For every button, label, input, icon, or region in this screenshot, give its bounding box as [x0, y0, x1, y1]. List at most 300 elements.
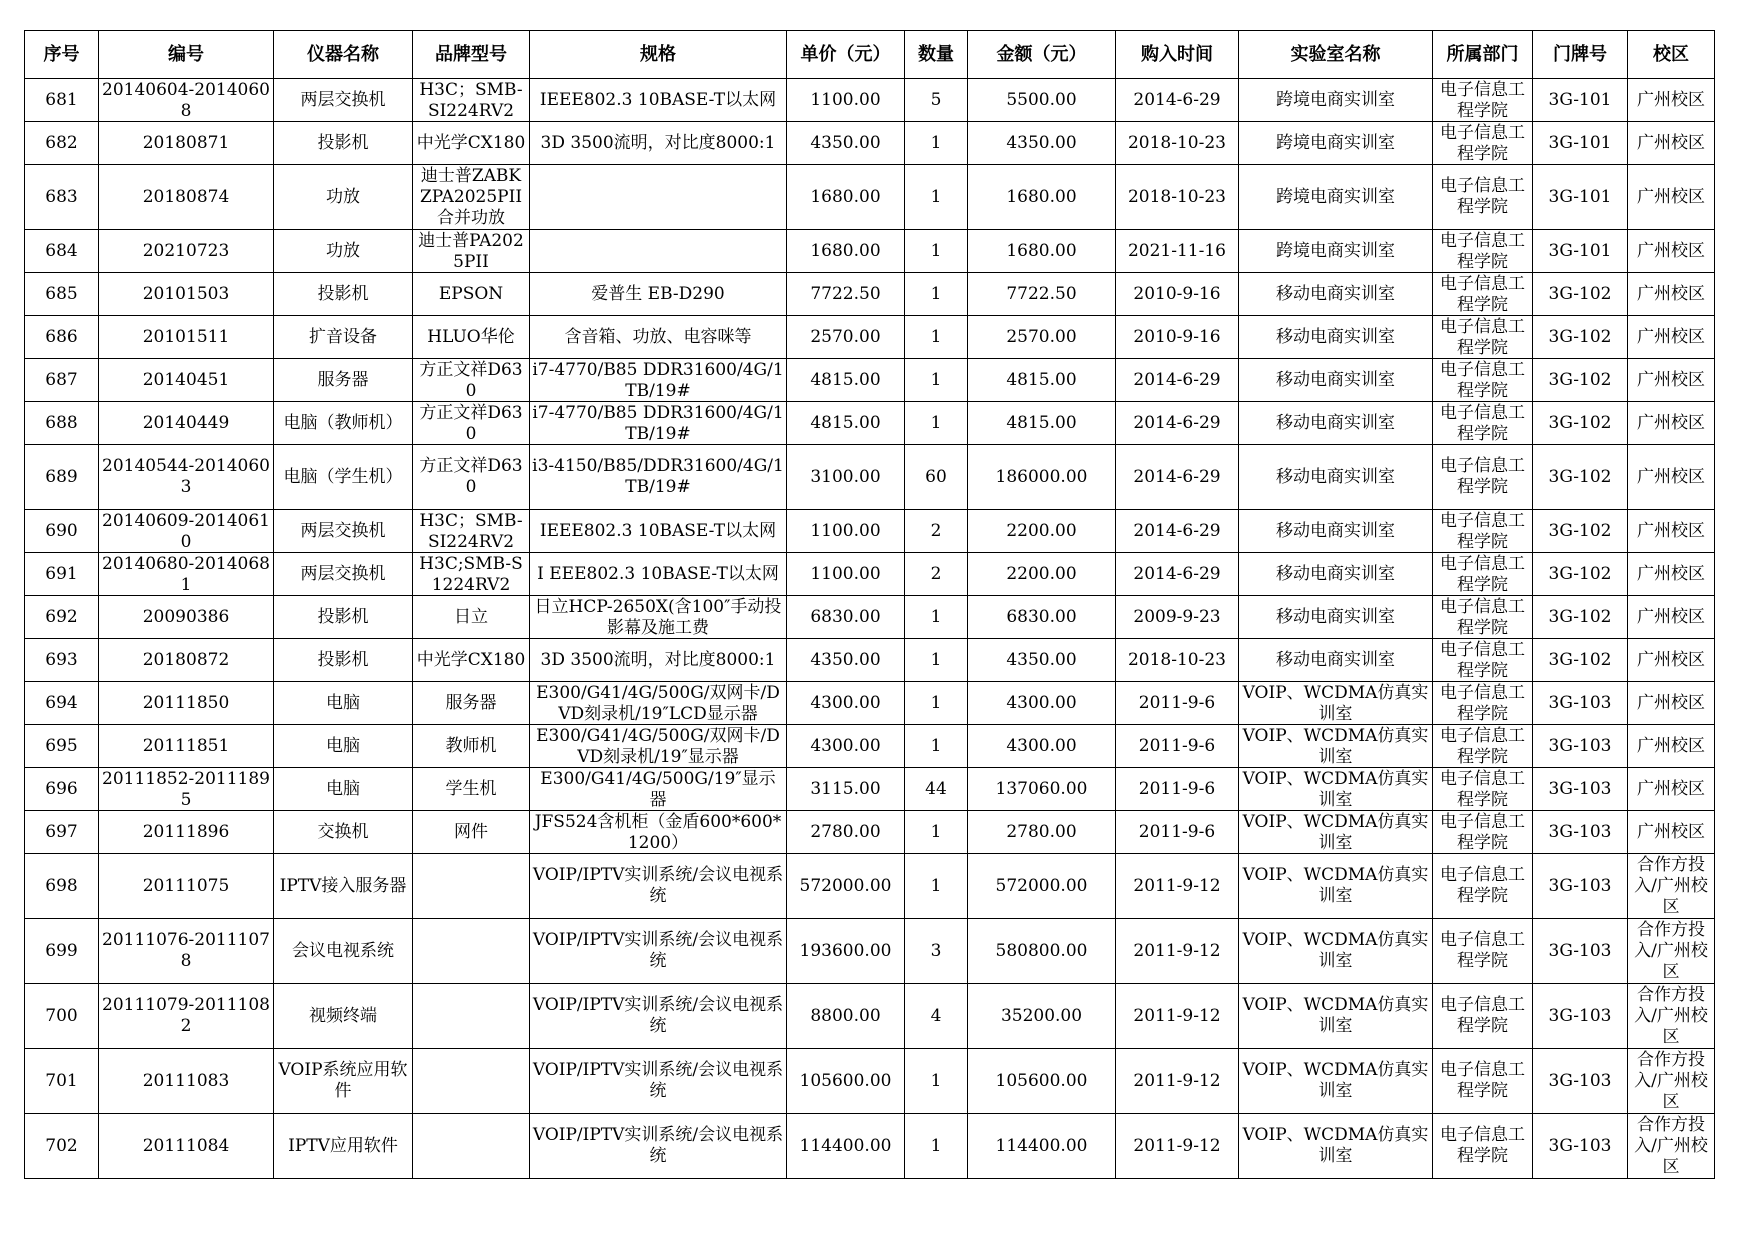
- cell-campus: [1628, 1049, 1715, 1114]
- cell-quantity: [905, 854, 968, 919]
- cell-room-number: [1533, 359, 1628, 402]
- cell-text: VOIP、WCDMA仿真实训室: [1242, 726, 1429, 766]
- cell-room-number: [1533, 768, 1628, 811]
- cell-text: 方正文祥D630: [419, 456, 523, 497]
- table-row: [25, 510, 1715, 553]
- cell-text: 电子信息工程学院: [1440, 597, 1525, 637]
- table-body: [25, 79, 1715, 1179]
- cell-text: VOIP/IPTV实训系统/会议电视系统: [532, 1060, 784, 1101]
- cell-amount: [968, 230, 1116, 273]
- cell-text: 2014-6-29: [1133, 89, 1221, 110]
- cell-text: 2014-6-29: [1133, 520, 1221, 541]
- cell-department: [1433, 316, 1533, 359]
- cell-text: 2018-10-23: [1127, 186, 1226, 207]
- col-header-purchase-date: 购入时间: [1116, 31, 1239, 79]
- cell-text: 交换机: [317, 821, 369, 842]
- cell-text: 广州校区: [1637, 778, 1705, 799]
- cell-specification: [530, 553, 787, 596]
- cell-asset-number: [99, 553, 274, 596]
- cell-instrument-name: [274, 682, 413, 725]
- cell-specification: [530, 510, 787, 553]
- cell-text: 3G-102: [1548, 563, 1612, 584]
- cell-text: VOIP/IPTV实训系统/会议电视系统: [532, 1125, 784, 1166]
- cell-lab-name: [1239, 402, 1433, 445]
- cell-unit-price: [787, 553, 905, 596]
- cell-text: 693: [45, 649, 78, 670]
- cell-purchase-date: [1116, 984, 1239, 1049]
- cell-text: 广州校区: [1637, 283, 1705, 304]
- cell-specification: [530, 639, 787, 682]
- col-header-campus: 校区: [1628, 31, 1715, 79]
- col-header-quantity: 数量: [905, 31, 968, 79]
- cell-text: 1: [930, 649, 942, 670]
- cell-index: [25, 230, 99, 273]
- cell-brand-model: [413, 165, 530, 230]
- cell-campus: [1628, 596, 1715, 639]
- cell-lab-name: [1239, 854, 1433, 919]
- cell-text: 3G-102: [1548, 412, 1612, 433]
- cell-text: 1680.00: [1006, 186, 1077, 207]
- cell-text: 电子信息工程学院: [1440, 812, 1525, 852]
- table-row: [25, 122, 1715, 165]
- cell-text: 193600.00: [799, 940, 892, 961]
- cell-text: 迪士普PA2025PII: [418, 231, 524, 271]
- cell-asset-number: [99, 402, 274, 445]
- cell-text: 投影机: [317, 649, 369, 670]
- cell-unit-price: [787, 682, 905, 725]
- cell-text: 投影机: [317, 283, 369, 304]
- cell-text: 20140680-20140681: [102, 554, 270, 594]
- cell-text: 电脑: [326, 692, 360, 713]
- cell-text: 广州校区: [1637, 369, 1705, 390]
- cell-unit-price: [787, 273, 905, 316]
- cell-text: 电子信息工程学院: [1440, 769, 1525, 809]
- cell-text: 电子信息工程学院: [1440, 930, 1525, 971]
- table-row: [25, 682, 1715, 725]
- cell-text: E300/G41/4G/500G/双网卡/DVD刻录机/19″显示器: [536, 726, 780, 766]
- cell-lab-name: [1239, 639, 1433, 682]
- cell-instrument-name: [274, 402, 413, 445]
- cell-text: 广州校区: [1637, 649, 1705, 670]
- cell-text: 114400.00: [799, 1135, 892, 1156]
- cell-instrument-name: [274, 1049, 413, 1114]
- cell-text: 20180871: [142, 132, 230, 153]
- cell-text: 695: [45, 735, 78, 756]
- cell-brand-model: [413, 984, 530, 1049]
- cell-text: H3C；SMB-SI224RV2: [419, 511, 523, 551]
- cell-asset-number: [99, 682, 274, 725]
- cell-index: [25, 984, 99, 1049]
- cell-text: 186000.00: [995, 466, 1088, 487]
- cell-text: 广州校区: [1637, 132, 1705, 153]
- cell-text: 1680.00: [810, 240, 881, 261]
- cell-text: 3G-103: [1548, 735, 1612, 756]
- cell-amount: [968, 811, 1116, 854]
- cell-text: 3115.00: [810, 778, 881, 799]
- cell-amount: [968, 682, 1116, 725]
- cell-text: 跨境电商实训室: [1276, 132, 1395, 153]
- cell-unit-price: [787, 445, 905, 510]
- cell-text: 中光学CX180: [416, 132, 526, 153]
- cell-text: 3G-103: [1548, 1135, 1612, 1156]
- cell-text: 580800.00: [995, 940, 1088, 961]
- table-row: [25, 811, 1715, 854]
- cell-text: 6830.00: [1006, 606, 1077, 627]
- cell-asset-number: [99, 359, 274, 402]
- cell-department: [1433, 553, 1533, 596]
- cell-specification: [530, 854, 787, 919]
- cell-text: 广州校区: [1637, 606, 1705, 627]
- cell-text: 1: [930, 283, 942, 304]
- cell-room-number: [1533, 854, 1628, 919]
- cell-brand-model: [413, 811, 530, 854]
- cell-campus: [1628, 854, 1715, 919]
- cell-text: 2200.00: [1006, 520, 1077, 541]
- cell-index: [25, 811, 99, 854]
- cell-text: VOIP、WCDMA仿真实训室: [1242, 1060, 1429, 1101]
- cell-text: 3G-102: [1548, 520, 1612, 541]
- cell-instrument-name: [274, 919, 413, 984]
- cell-purchase-date: [1116, 725, 1239, 768]
- cell-brand-model: [413, 854, 530, 919]
- cell-quantity: [905, 919, 968, 984]
- cell-text: 4815.00: [810, 412, 881, 433]
- col-header-instrument-name: 仪器名称: [274, 31, 413, 79]
- cell-text: 20140544-20140603: [102, 456, 270, 497]
- cell-department: [1433, 854, 1533, 919]
- cell-department: [1433, 122, 1533, 165]
- cell-text: IEEE802.3 10BASE-T以太网: [539, 520, 777, 541]
- col-header-asset-number: 编号: [99, 31, 274, 79]
- cell-campus: [1628, 725, 1715, 768]
- cell-room-number: [1533, 316, 1628, 359]
- cell-campus: [1628, 639, 1715, 682]
- cell-text: 60: [925, 466, 947, 487]
- cell-text: 中光学CX180: [416, 649, 526, 670]
- cell-specification: [530, 402, 787, 445]
- cell-room-number: [1533, 230, 1628, 273]
- cell-text: 3G-102: [1548, 326, 1612, 347]
- cell-text: 20140449: [142, 412, 230, 433]
- cell-amount: [968, 510, 1116, 553]
- cell-brand-model: [413, 682, 530, 725]
- cell-text: 4350.00: [810, 649, 881, 670]
- cell-text: HLUO华伦: [427, 326, 515, 347]
- cell-unit-price: [787, 230, 905, 273]
- cell-specification: [530, 1049, 787, 1114]
- cell-quantity: [905, 79, 968, 122]
- cell-quantity: [905, 811, 968, 854]
- cell-campus: [1628, 919, 1715, 984]
- cell-text: 电子信息工程学院: [1440, 640, 1525, 680]
- cell-room-number: [1533, 682, 1628, 725]
- cell-text: 7722.50: [810, 283, 881, 304]
- cell-unit-price: [787, 122, 905, 165]
- cell-text: 2009-9-23: [1133, 606, 1221, 627]
- cell-index: [25, 854, 99, 919]
- cell-index: [25, 919, 99, 984]
- cell-amount: [968, 79, 1116, 122]
- cell-text: 687: [45, 369, 78, 390]
- cell-lab-name: [1239, 768, 1433, 811]
- cell-amount: [968, 919, 1116, 984]
- cell-unit-price: [787, 402, 905, 445]
- cell-quantity: [905, 165, 968, 230]
- cell-brand-model: [413, 768, 530, 811]
- col-header-department: 所属部门: [1433, 31, 1533, 79]
- cell-unit-price: [787, 984, 905, 1049]
- cell-text: 广州校区: [1637, 563, 1705, 584]
- cell-text: 4300.00: [1006, 692, 1077, 713]
- table-row: [25, 919, 1715, 984]
- cell-unit-price: [787, 359, 905, 402]
- cell-text: 跨境电商实训室: [1276, 186, 1395, 207]
- cell-text: 2780.00: [1006, 821, 1077, 842]
- cell-asset-number: [99, 984, 274, 1049]
- cell-text: VOIP系统应用软件: [278, 1060, 408, 1101]
- cell-text: 699: [45, 940, 78, 961]
- cell-purchase-date: [1116, 854, 1239, 919]
- cell-lab-name: [1239, 553, 1433, 596]
- cell-department: [1433, 165, 1533, 230]
- cell-text: 2011-9-12: [1133, 1135, 1221, 1156]
- cell-text: 电脑: [326, 735, 360, 756]
- cell-index: [25, 79, 99, 122]
- cell-specification: [530, 316, 787, 359]
- cell-quantity: [905, 984, 968, 1049]
- cell-department: [1433, 919, 1533, 984]
- cell-index: [25, 445, 99, 510]
- cell-amount: [968, 273, 1116, 316]
- cell-unit-price: [787, 725, 905, 768]
- cell-text: 电子信息工程学院: [1440, 176, 1525, 217]
- cell-text: 2011-9-12: [1133, 875, 1221, 896]
- cell-text: I EEE802.3 10BASE-T以太网: [537, 563, 779, 584]
- cell-index: [25, 768, 99, 811]
- cell-text: 1: [930, 240, 942, 261]
- cell-text: 3G-102: [1548, 283, 1612, 304]
- cell-quantity: [905, 1114, 968, 1179]
- cell-text: 投影机: [317, 606, 369, 627]
- cell-text: 20111851: [142, 735, 230, 756]
- cell-index: [25, 165, 99, 230]
- cell-room-number: [1533, 122, 1628, 165]
- cell-text: 电子信息工程学院: [1440, 726, 1525, 766]
- cell-amount: [968, 359, 1116, 402]
- col-header-index: 序号: [25, 31, 99, 79]
- cell-asset-number: [99, 854, 274, 919]
- cell-brand-model: [413, 510, 530, 553]
- cell-text: 698: [45, 875, 78, 896]
- cell-text: 广州校区: [1637, 692, 1705, 713]
- cell-instrument-name: [274, 79, 413, 122]
- cell-specification: [530, 768, 787, 811]
- cell-text: VOIP、WCDMA仿真实训室: [1242, 683, 1429, 723]
- cell-amount: [968, 122, 1116, 165]
- cell-text: 572000.00: [995, 875, 1088, 896]
- cell-instrument-name: [274, 725, 413, 768]
- cell-text: 电子信息工程学院: [1440, 231, 1525, 271]
- cell-quantity: [905, 768, 968, 811]
- cell-instrument-name: [274, 854, 413, 919]
- cell-department: [1433, 230, 1533, 273]
- cell-text: 2200.00: [1006, 563, 1077, 584]
- cell-department: [1433, 639, 1533, 682]
- cell-amount: [968, 1049, 1116, 1114]
- cell-text: 4350.00: [810, 132, 881, 153]
- cell-text: 日立HCP-2650X(含100″手动投影幕及施工费: [534, 597, 782, 637]
- cell-lab-name: [1239, 1114, 1433, 1179]
- cell-asset-number: [99, 919, 274, 984]
- table-row: [25, 639, 1715, 682]
- cell-text: 日立: [454, 606, 488, 627]
- cell-campus: [1628, 402, 1715, 445]
- cell-unit-price: [787, 79, 905, 122]
- cell-text: EPSON: [438, 283, 504, 304]
- table-row: [25, 854, 1715, 919]
- cell-specification: [530, 811, 787, 854]
- cell-text: 2011-9-12: [1133, 1070, 1221, 1091]
- cell-campus: [1628, 984, 1715, 1049]
- cell-lab-name: [1239, 316, 1433, 359]
- cell-text: 3D 3500流明，对比度8000:1: [540, 649, 776, 670]
- cell-purchase-date: [1116, 1114, 1239, 1179]
- cell-lab-name: [1239, 510, 1433, 553]
- cell-instrument-name: [274, 768, 413, 811]
- cell-room-number: [1533, 553, 1628, 596]
- cell-text: 2011-9-12: [1133, 1005, 1221, 1026]
- cell-brand-model: [413, 1049, 530, 1114]
- cell-department: [1433, 984, 1533, 1049]
- cell-text: 2011-9-12: [1133, 940, 1221, 961]
- cell-index: [25, 273, 99, 316]
- cell-text: 137060.00: [995, 778, 1088, 799]
- cell-lab-name: [1239, 725, 1433, 768]
- cell-instrument-name: [274, 639, 413, 682]
- cell-specification: [530, 79, 787, 122]
- cell-department: [1433, 273, 1533, 316]
- col-header-brand-model: 品牌型号: [413, 31, 530, 79]
- cell-text: 20140609-20140610: [102, 511, 270, 551]
- table-row: [25, 1049, 1715, 1114]
- cell-instrument-name: [274, 230, 413, 273]
- table-row: [25, 984, 1715, 1049]
- cell-purchase-date: [1116, 79, 1239, 122]
- cell-text: 电子信息工程学院: [1440, 456, 1525, 497]
- cell-text: 4300.00: [810, 692, 881, 713]
- cell-text: 爱普生 EB-D290: [591, 283, 725, 304]
- cell-text: 移动电商实训室: [1276, 369, 1395, 390]
- cell-campus: [1628, 445, 1715, 510]
- cell-text: 方正文祥D630: [419, 360, 523, 400]
- cell-lab-name: [1239, 165, 1433, 230]
- cell-campus: [1628, 165, 1715, 230]
- cell-asset-number: [99, 811, 274, 854]
- cell-room-number: [1533, 919, 1628, 984]
- cell-lab-name: [1239, 122, 1433, 165]
- cell-text: 2014-6-29: [1133, 466, 1221, 487]
- cell-text: 3G-103: [1548, 821, 1612, 842]
- cell-text: 696: [45, 778, 78, 799]
- cell-text: 684: [45, 240, 78, 261]
- cell-text: VOIP/IPTV实训系统/会议电视系统: [532, 865, 784, 906]
- cell-text: 4350.00: [1006, 132, 1077, 153]
- cell-campus: [1628, 1114, 1715, 1179]
- cell-text: 20111075: [142, 875, 230, 896]
- cell-text: IPTV应用软件: [288, 1135, 398, 1156]
- cell-lab-name: [1239, 1049, 1433, 1114]
- cell-text: 3G-103: [1548, 1070, 1612, 1091]
- col-header-amount: 金额（元）: [968, 31, 1116, 79]
- cell-text: 20111850: [142, 692, 230, 713]
- cell-department: [1433, 768, 1533, 811]
- cell-text: 1100.00: [810, 563, 881, 584]
- cell-text: 1680.00: [810, 186, 881, 207]
- cell-brand-model: [413, 359, 530, 402]
- cell-department: [1433, 1049, 1533, 1114]
- cell-purchase-date: [1116, 445, 1239, 510]
- cell-asset-number: [99, 273, 274, 316]
- cell-unit-price: [787, 811, 905, 854]
- cell-quantity: [905, 510, 968, 553]
- cell-campus: [1628, 122, 1715, 165]
- cell-instrument-name: [274, 984, 413, 1049]
- cell-text: 4350.00: [1006, 649, 1077, 670]
- cell-amount: [968, 596, 1116, 639]
- cell-brand-model: [413, 273, 530, 316]
- cell-campus: [1628, 79, 1715, 122]
- cell-purchase-date: [1116, 316, 1239, 359]
- cell-instrument-name: [274, 596, 413, 639]
- cell-amount: [968, 854, 1116, 919]
- cell-lab-name: [1239, 359, 1433, 402]
- cell-text: 700: [45, 1005, 78, 1026]
- cell-text: 689: [45, 466, 78, 487]
- cell-text: 20111076-20111078: [102, 930, 270, 971]
- cell-unit-price: [787, 639, 905, 682]
- cell-quantity: [905, 122, 968, 165]
- cell-instrument-name: [274, 553, 413, 596]
- cell-amount: [968, 445, 1116, 510]
- cell-text: 20111852-20111895: [102, 769, 270, 809]
- cell-text: 2014-6-29: [1133, 563, 1221, 584]
- cell-instrument-name: [274, 1114, 413, 1179]
- cell-amount: [968, 165, 1116, 230]
- cell-text: 两层交换机: [300, 520, 386, 541]
- cell-purchase-date: [1116, 165, 1239, 230]
- cell-text: 电子信息工程学院: [1440, 554, 1525, 594]
- cell-text: 681: [45, 89, 78, 110]
- cell-campus: [1628, 316, 1715, 359]
- cell-text: 3G-103: [1548, 778, 1612, 799]
- cell-text: 3G-103: [1548, 940, 1612, 961]
- cell-purchase-date: [1116, 768, 1239, 811]
- cell-text: 3G-101: [1548, 132, 1612, 153]
- cell-campus: [1628, 230, 1715, 273]
- equipment-table: [24, 30, 1715, 1179]
- cell-specification: [530, 445, 787, 510]
- cell-purchase-date: [1116, 230, 1239, 273]
- cell-index: [25, 1114, 99, 1179]
- cell-purchase-date: [1116, 122, 1239, 165]
- cell-purchase-date: [1116, 596, 1239, 639]
- cell-text: 广州校区: [1637, 240, 1705, 261]
- cell-purchase-date: [1116, 359, 1239, 402]
- cell-text: 4: [930, 1005, 942, 1026]
- cell-room-number: [1533, 1114, 1628, 1179]
- cell-text: 移动电商实训室: [1276, 326, 1395, 347]
- cell-text: 广州校区: [1637, 520, 1705, 541]
